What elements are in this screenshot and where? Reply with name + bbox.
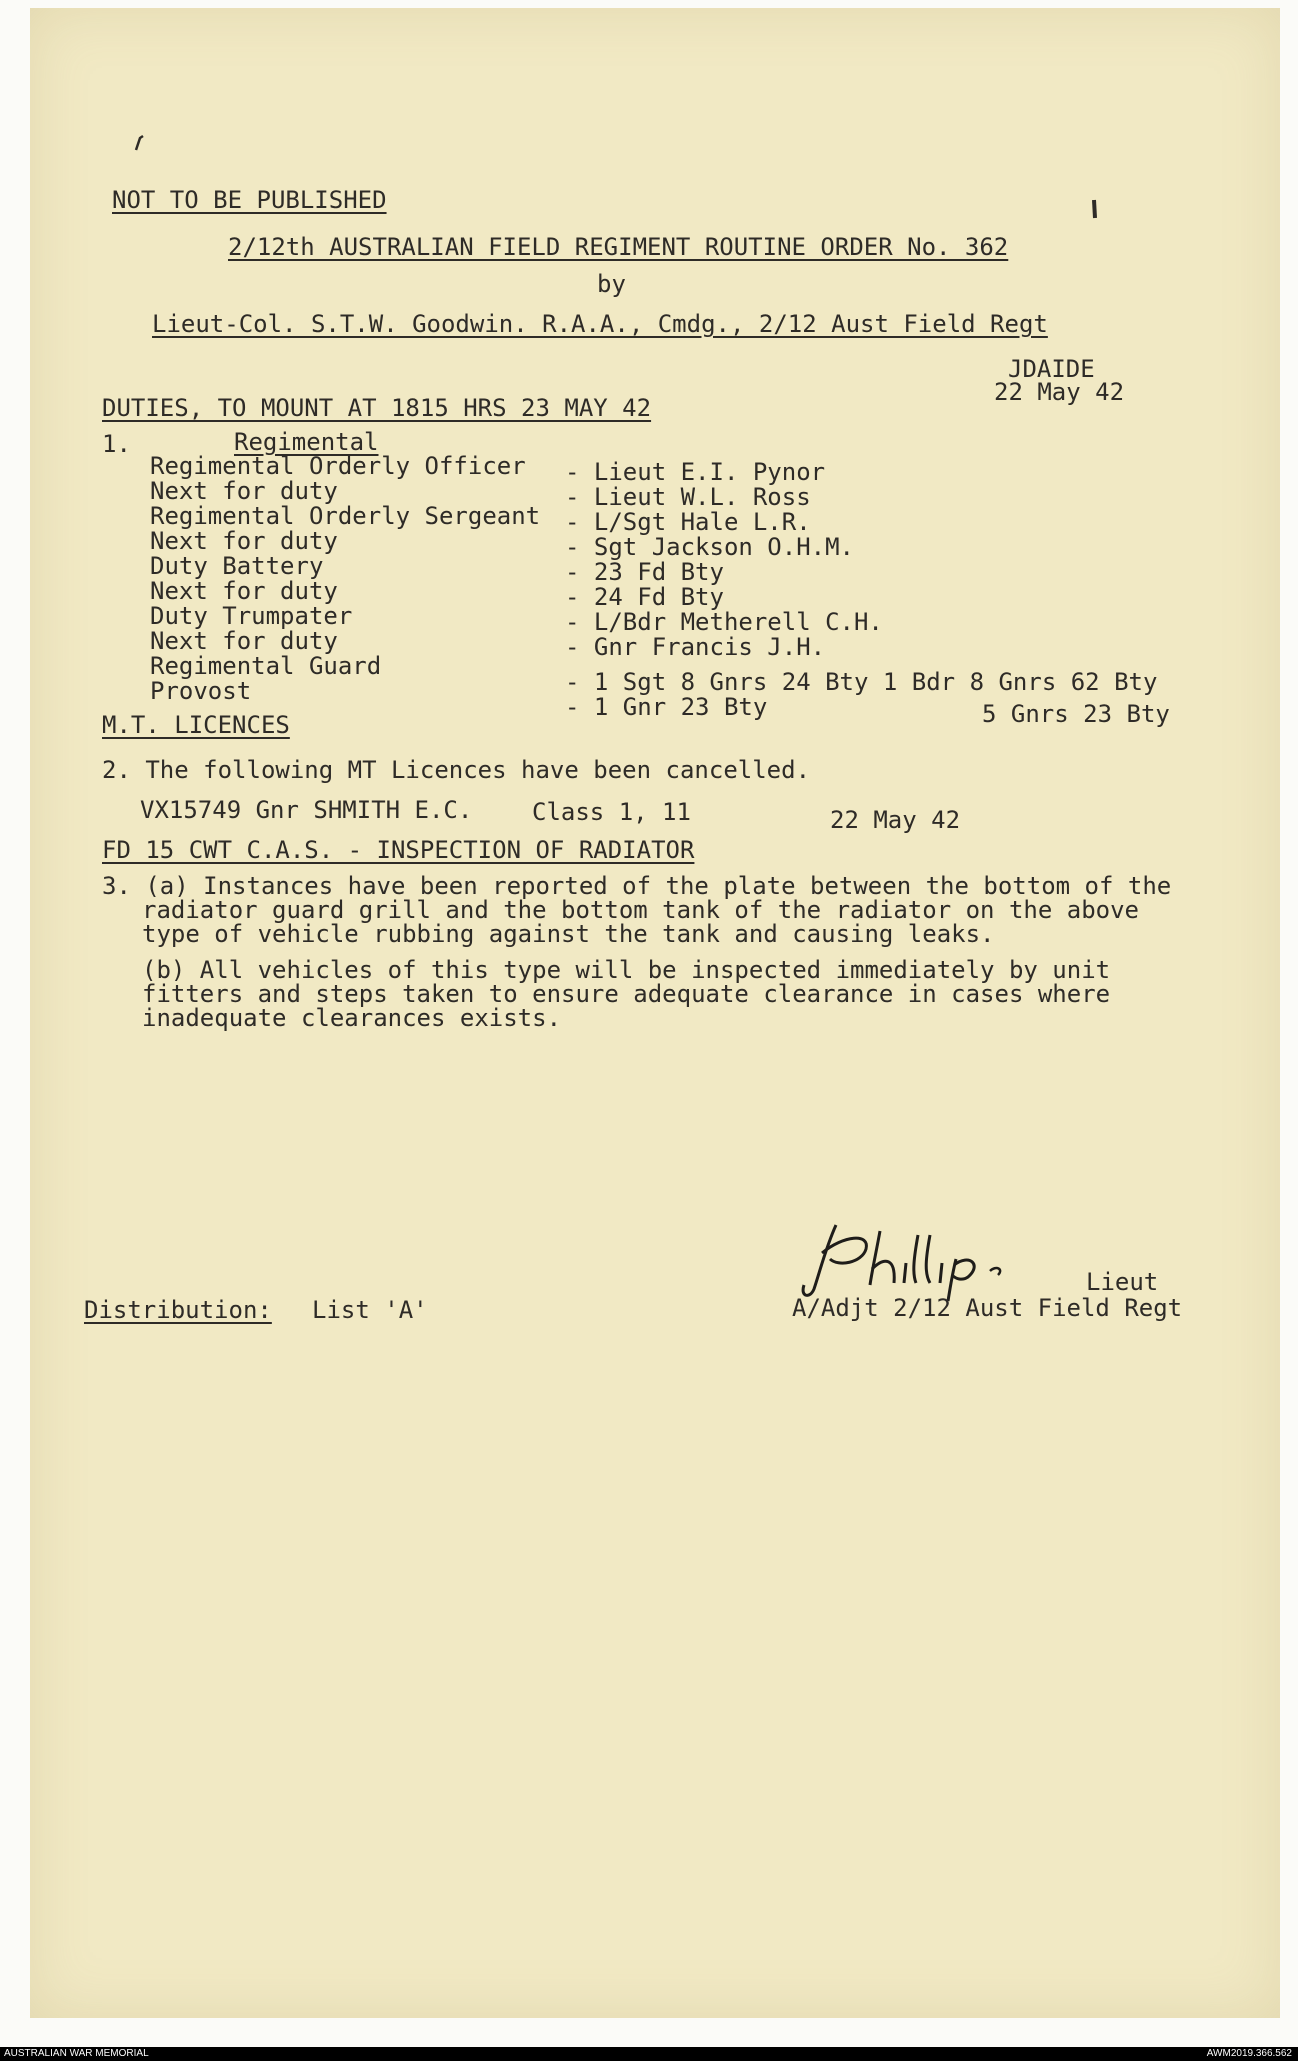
document-page bbox=[30, 8, 1280, 2018]
pen-mark bbox=[130, 128, 150, 158]
duty-assignee: - Lieut E.I. Pynor bbox=[565, 458, 826, 486]
duties-subheading: Regimental bbox=[234, 428, 379, 456]
header-date: 22 May 42 bbox=[994, 378, 1125, 406]
place: JDAIDE bbox=[1008, 355, 1095, 383]
duty-role: Regimental Guard bbox=[150, 652, 382, 680]
duty-assignee: - Sgt Jackson O.H.M. bbox=[565, 533, 854, 561]
duty-assignee: - L/Bdr Metherell C.H. bbox=[565, 608, 883, 636]
duty-role: Provost bbox=[150, 677, 252, 705]
duty-assignee: - 24 Fd Bty bbox=[565, 583, 724, 611]
duty-role: Regimental Orderly Sergeant bbox=[150, 502, 541, 530]
duty-role: Regimental Orderly Officer bbox=[150, 452, 526, 480]
duty-role: Next for duty bbox=[150, 577, 338, 605]
order-by: by bbox=[597, 270, 626, 298]
radiator-para-a-line: 3. (a) Instances have been reported of the plate between the bottom of the bbox=[102, 872, 1172, 900]
item-number: 1. bbox=[102, 430, 131, 458]
order-title: 2/12th AUSTRALIAN FIELD REGIMENT ROUTINE ORDER No. 362 bbox=[228, 233, 1009, 261]
duty-assignee: - Lieut W.L. Ross bbox=[565, 483, 811, 511]
duty-role: Duty Trumpater bbox=[150, 602, 353, 630]
duties-heading: DUTIES, TO MOUNT AT 1815 HRS 23 MAY 42 bbox=[102, 394, 652, 422]
radiator-para-b-line: (b) All vehicles of this type will be inspected immediately by unit bbox=[142, 956, 1111, 984]
duty-role: Duty Battery bbox=[150, 552, 324, 580]
duty-assignee: - 1 Gnr 23 Bty bbox=[565, 693, 768, 721]
licence-holder: VX15749 Gnr SHMITH E.C. bbox=[140, 796, 473, 824]
signatory-rank: Lieut bbox=[1086, 1268, 1159, 1296]
duty-assignee: - 1 Sgt 8 Gnrs 24 Bty 1 Bdr 8 Gnrs 62 Bty bbox=[565, 668, 1158, 696]
duty-role: Next for duty bbox=[150, 627, 338, 655]
pen-mark bbox=[1088, 196, 1102, 226]
radiator-para-a-line: type of vehicle rubbing against the tank and causing leaks. bbox=[142, 920, 995, 948]
licence-class: Class 1, 11 bbox=[532, 798, 691, 826]
duty-assignee: - L/Sgt Hale L.R. bbox=[565, 508, 811, 536]
licences-heading: M.T. LICENCES bbox=[102, 711, 290, 739]
radiator-heading: FD 15 CWT C.A.S. - INSPECTION OF RADIATOR bbox=[102, 836, 695, 864]
radiator-para-b-line: inadequate clearances exists. bbox=[142, 1004, 562, 1032]
footer-institution: AUSTRALIAN WAR MEMORIAL bbox=[4, 2048, 149, 2059]
handwritten-signature bbox=[792, 1213, 1052, 1303]
duty-role: Next for duty bbox=[150, 477, 338, 505]
archive-footer bbox=[0, 2047, 1298, 2061]
distribution-label: Distribution: bbox=[84, 1296, 272, 1324]
duty-assignee: - 23 Fd Bty bbox=[565, 558, 724, 586]
classification-heading: NOT TO BE PUBLISHED bbox=[112, 186, 387, 214]
duty-role: Next for duty bbox=[150, 527, 338, 555]
duty-assignee: - Gnr Francis J.H. bbox=[565, 633, 826, 661]
duty-assignee-extra: 5 Gnrs 23 Bty bbox=[982, 700, 1170, 728]
commander-line: Lieut-Col. S.T.W. Goodwin. R.A.A., Cmdg., 2/12 Aust Field Regt bbox=[152, 310, 1048, 338]
licence-date: 22 May 42 bbox=[830, 806, 961, 834]
licences-paragraph: 2. The following MT Licences have been cancelled. bbox=[102, 756, 811, 784]
distribution-value: List 'A' bbox=[312, 1296, 428, 1324]
radiator-para-b-line: fitters and steps taken to ensure adequate clearance in cases where bbox=[142, 980, 1111, 1008]
signatory-appointment: A/Adjt 2/12 Aust Field Regt bbox=[792, 1294, 1183, 1322]
radiator-para-a-line: radiator guard grill and the bottom tank of the radiator on the above bbox=[142, 896, 1139, 924]
footer-accession-number: AWM2019.366.562 bbox=[1206, 2048, 1292, 2059]
